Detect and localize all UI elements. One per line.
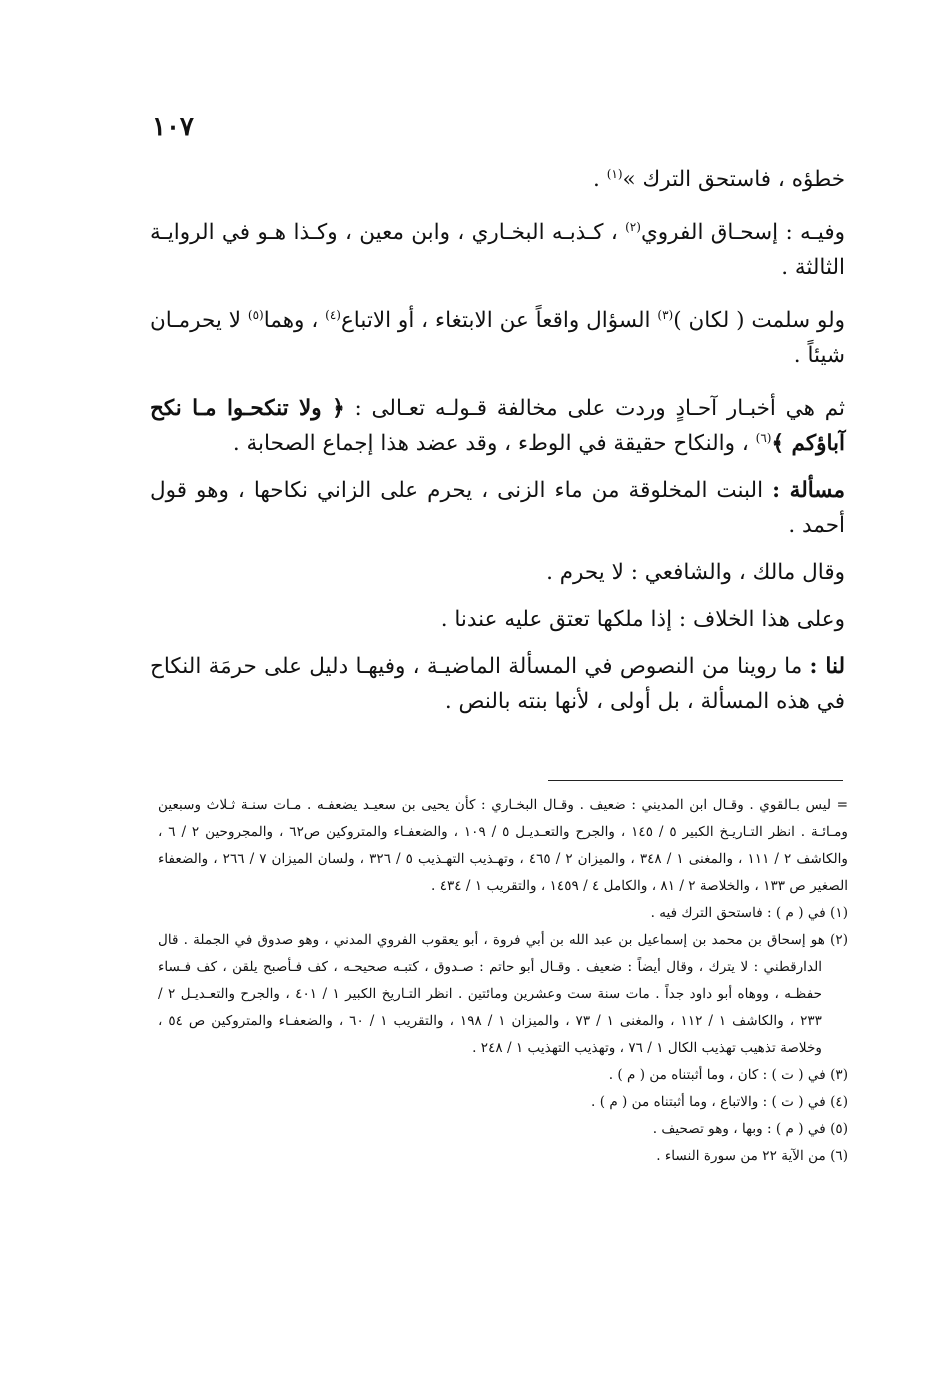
footnote: (١) في ( م ) : فاستحق الترك فيه . xyxy=(650,905,848,921)
paragraph: ولو سلمت ( لكان )$^{(٣)}$ السؤال واقعاً عن الابتغاء ، أو الاتباع$^{(٤)}$ ، وهما$^{(٥)}$ لا يحرمـان شيئاً . xyxy=(150,307,846,368)
paragraph: وفيـه : إسحـاق الفروي$^{(٢)}$ ، كـذبـه البخـاري ، وابن معين ، وكـذا هـو في الروايـة الثالثة . xyxy=(150,219,846,280)
footnotes xyxy=(158,792,848,1170)
footnote-separator xyxy=(548,780,843,781)
footnote-ref: (٤) xyxy=(325,307,341,322)
footnote: (٦) من الآية ٢٢ من سورة النساء . xyxy=(656,1148,848,1164)
footnote: (٤) في ( ت ) : والاتباع ، وما أثبتناه من ( م ) . xyxy=(591,1094,848,1110)
footnote: (٥) في ( م ) : وبها ، وهو تصحيف . xyxy=(652,1121,848,1137)
footnote: (٢) هو إسحاق بن محمد بن إسماعيل بن عبد الله بن أبي فروة ، أبو يعقوب الفروي المدني ، وهو صدوق في الجملة . قال الدارقطني : لا يترك ، وقال أيضاً : ضعيف . وقـال أبو حاتم : صـدوق ، كتبـه صحيحـه ، كف فـأصبح يلقن ، كف فـساء حفظـه ، ووهاه أبو داود جداً . مات سنة ست وعشرين ومائتين . انظر التـاريخ الكبير ١ / ٤٠١ ، والجرح والتعـديـل ٢ / ٢٣٣ ، والكاشف ١ / ١١٢ ، والمغنى ١ / ٧٣ ، والميزان ١ / ١٩٨ ، والتقريب ١ / ٦٠ ، والضعفـاء والمتروكين ص ٥٤ ، وخلاصة تذهيب تهذيب الكال ١ / ٧٦ ، وتهذيب التهذيب ١ / ٢٤٨ . xyxy=(158,932,848,1056)
paragraph: وعلى هذا الخلاف : إذا ملكها تعتق عليه عندنا . xyxy=(440,607,845,632)
footnote: (٣) في ( ت ) : كان ، وما أثبتناه من ( م ) . xyxy=(608,1067,848,1083)
section-lead: لنا : xyxy=(809,654,845,679)
section-lead: مسألة : xyxy=(772,478,845,503)
paragraph: لنا : ما روينا من النصوص في المسألة الماضيـة ، وفيهـا دليل على حرمَة النكاح في هذه المسألة ، بل أولى ، لأنها بنته بالنص . xyxy=(150,654,845,714)
footnote-ref: (٢) xyxy=(625,219,641,234)
footnote-ref: (٥) xyxy=(247,307,264,322)
paragraph: مسألة : البنت المخلوقة من ماء الزنى ، يحرم على الزاني نكاحها ، وهو قول أحمد . xyxy=(150,478,845,538)
footnote-ref: (٣) xyxy=(657,307,674,322)
footnote-continuation: = ليس بـالقوي . وقـال ابن المديني : ضعيف . وقـال البخـاري : كأن يحيى بن سعيـد يضعفـه . مـات سنـة ثـلاث وسبعين ومـائـة . انظر التـاريـخ الكبير ٥ / ١٤٥ ، والجرح والتعـديـل ٥ / ١٠٩ ، والضعفـاء والمتروكين ص٦٢ ، والمجروحين ٢ / ٦ ، والكاشف ٢ / ١١١ ، والمغنى ١ / ٣٤٨ ، والميزان ٢ / ٤٦٥ ، وتهـذيب التهـذيب ٥ / ٣٢٦ ، ولسان الميزان ٧ / ٢٦٦ ، والضعفاء الصغير ص ١٣٣ ، والخلاصة ٢ / ٨١ ، والكامل ٤ / ١٤٥٩ ، والتقريب ١ / ٤٣٤ . xyxy=(158,797,848,894)
paragraph: وقال مالك ، والشافعي : لا يحرم . xyxy=(546,560,845,585)
page-number: ١٠٧ xyxy=(152,112,194,142)
footnote-ref: (١) xyxy=(606,166,623,181)
paragraph: خطؤه ، فاستحق الترك »$^{(١)}$ . xyxy=(593,166,845,192)
paragraph: ثم هي أخبـار آحـادٍ وردت على مخالفة قـولـه تعـالى : ﴿ ولا تنكحـوا مـا نكح آباؤكم ﴾$^{(٦)}$ ، والنكاح حقيقة في الوطء ، وقد عضد هذا إجماع الصحابة . xyxy=(150,396,846,456)
quran-verse: ﴿ ولا تنكحـوا مـا نكح آباؤكم ﴾ xyxy=(150,396,845,456)
footnote-ref: (٦) xyxy=(755,430,772,445)
main-text xyxy=(150,162,845,737)
